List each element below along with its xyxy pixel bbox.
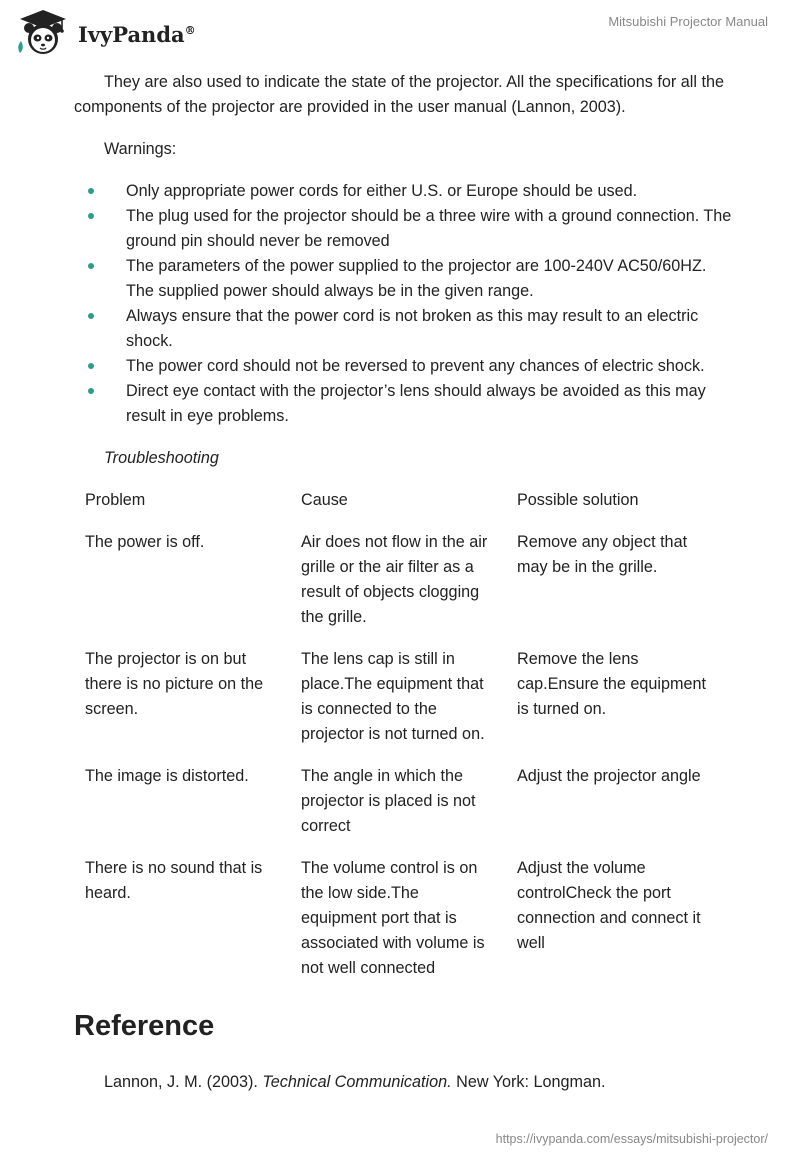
warning-text: Direct eye contact with the projector’s lens should always be avoided as this may result in eye problems. xyxy=(126,382,706,425)
reference-author: Lannon, J. M. (2003). xyxy=(104,1073,263,1091)
table-cell: The lens cap is still in place.The equipment that is connected to the projector is not turned on. xyxy=(301,650,485,743)
table-cell: The power is off. xyxy=(85,533,205,551)
column-header: Problem xyxy=(85,491,146,509)
list-item xyxy=(74,204,734,254)
reference-entry xyxy=(74,1070,734,1095)
warning-text: Only appropriate power cords for either U.S. or Europe should be used. xyxy=(126,182,638,200)
table-cell: There is no sound that is heard. xyxy=(85,859,263,902)
warning-text: Always ensure that the power cord is not broken as this may result to an electric shock. xyxy=(126,307,699,350)
essay-content xyxy=(74,70,734,1095)
table-cell: The projector is on but there is no picture on the screen. xyxy=(85,650,264,718)
reference-title: Technical Communication. xyxy=(262,1073,452,1091)
table-cell: Remove any object that may be in the grille. xyxy=(517,533,688,576)
table-cell: Air does not flow in the air grille or the air filter as a result of objects clogging the grille. xyxy=(301,533,488,626)
table-cell: The angle in which the projector is placed is not correct xyxy=(301,767,476,835)
warning-text: The plug used for the projector should be a three wire with a ground connection. The ground pin should never be removed xyxy=(126,207,732,250)
list-item xyxy=(74,304,734,354)
table-row xyxy=(74,647,722,764)
table-cell: Adjust the volume controlCheck the port connection and connect it well xyxy=(517,859,701,952)
logo-text xyxy=(78,22,196,47)
list-item xyxy=(74,179,734,204)
page-header xyxy=(0,0,800,60)
bullet-icon xyxy=(88,213,94,219)
table-row xyxy=(74,764,722,856)
intro-paragraph: They are also used to indicate the state of the projector. All the specifications for all the components of the projector are provided in the user manual (Lannon, 2003). xyxy=(74,73,724,116)
ivypanda-logo[interactable] xyxy=(14,8,196,58)
registered-mark: ® xyxy=(184,23,196,37)
logo-wordmark: IvyPanda xyxy=(78,21,185,47)
table-row xyxy=(74,530,722,647)
bullet-icon xyxy=(88,188,94,194)
source-url-link[interactable]: https://ivypanda.com/essays/mitsubishi-projector/ xyxy=(495,1132,768,1146)
warnings-list xyxy=(74,179,734,429)
list-item xyxy=(74,354,734,379)
warning-text: The parameters of the power supplied to the projector are 100-240V AC50/60HZ. The supplied power should always be in the given range. xyxy=(126,257,707,300)
warnings-label: Warnings: xyxy=(104,140,177,158)
bullet-icon xyxy=(88,263,94,269)
troubleshooting-table xyxy=(74,488,722,998)
panda-logo-icon xyxy=(14,8,72,58)
bullet-icon xyxy=(88,363,94,369)
table-header-row xyxy=(74,488,722,530)
table-cell: Adjust the projector angle xyxy=(517,767,701,785)
column-header: Possible solution xyxy=(517,491,639,509)
table-row xyxy=(74,856,722,998)
bullet-icon xyxy=(88,388,94,394)
table-cell: The image is distorted. xyxy=(85,767,249,785)
table-cell: The volume control is on the low side.The equipment port that is associated with volume is not well connected xyxy=(301,859,485,977)
reference-heading: Reference xyxy=(74,1010,215,1042)
warning-text: The power cord should not be reversed to prevent any chances of electric shock. xyxy=(126,357,705,375)
table-cell: Remove the lens cap.Ensure the equipment is turned on. xyxy=(517,650,706,718)
troubleshooting-label: Troubleshooting xyxy=(104,449,219,467)
list-item xyxy=(74,254,734,304)
column-header: Cause xyxy=(301,491,348,509)
document-title: Mitsubishi Projector Manual xyxy=(608,14,768,29)
reference-publisher: New York: Longman. xyxy=(451,1073,606,1091)
list-item xyxy=(74,379,734,429)
bullet-icon xyxy=(88,313,94,319)
